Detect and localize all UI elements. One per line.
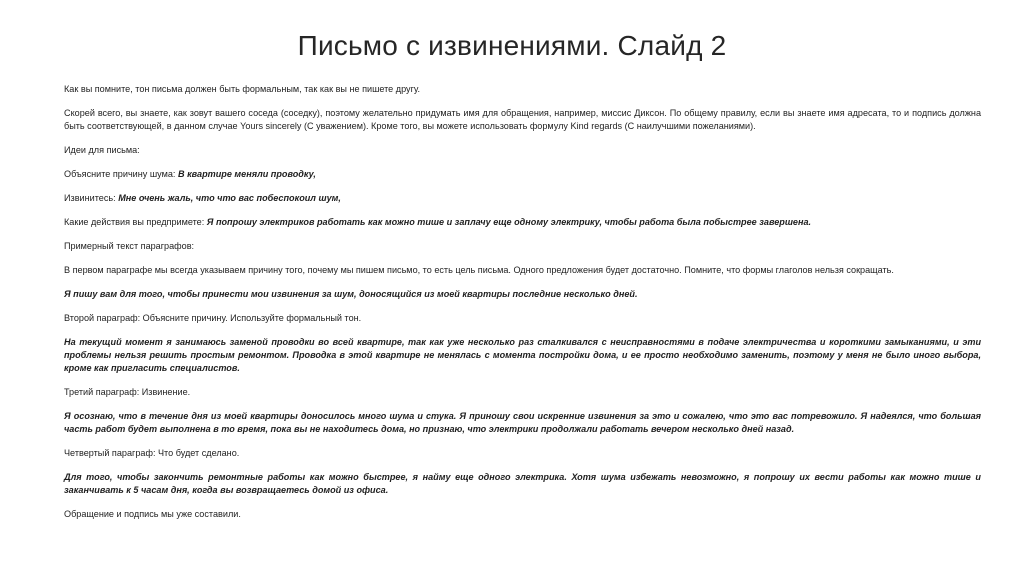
idea-actions-label: Какие действия вы предпримете: (64, 217, 207, 227)
idea-reason-label: Объясните причину шума: (64, 169, 178, 179)
paragraph-tone: Как вы помните, тон письма должен быть формальным, так как вы не пишете другу. (64, 84, 421, 94)
idea-actions-text: Я попрошу электриков работать как можно тише и заплачу еще одному электрику, чтобы работа была побыстрее завершена. (206, 217, 812, 227)
idea-apology-text: Мне очень жаль, что что вас побеспокоил шум, (118, 193, 341, 203)
idea-apology-label: Извинитесь: (64, 193, 119, 203)
paragraph-addressee: Скорей всего, вы знаете, как зовут вашего соседа (соседку), поэтому желательно придумать имя для обращения, например, миссис Диксон. По общему правилу, если вы знаете имя адресата, то и подпись должна быть соответствующей, в данном случае Yours sincerely (С уважением). Кроме того, вы можете использовать формулу Kind regards (С наилучшими пожеланиями). (64, 108, 981, 131)
paragraph-fourth-heading: Четвертый параграф: Что будет сделано. (64, 448, 240, 458)
slide-title: Письмо с извинениями. Слайд 2 (297, 30, 727, 61)
paragraph-closing: Обращение и подпись мы уже составили. (64, 509, 241, 519)
paragraph-sample-heading: Примерный текст параграфов: (64, 241, 195, 251)
paragraph-idea-apology (64, 192, 981, 205)
slide-body (64, 83, 981, 532)
paragraph-ideas-heading: Идеи для письма: (64, 145, 140, 155)
paragraph-third-example: Я осознаю, что в течение дня из моей квартиры доносилось много шума и стука. Я приношу свои искренние извинения за это и сожалею, что это вас потревожило. Я надеялся, что большая часть работ будет выполнена в то время, пока вы не находитесь дома, но признаю, что электрики продолжали работать вечером несколько дней назад. (64, 411, 981, 434)
paragraph-idea-reason (64, 168, 981, 181)
paragraph-third-heading: Третий параграф: Извинение. (64, 387, 191, 397)
paragraph-first-example: Я пишу вам для того, чтобы принести мои извинения за шум, доносящийся из моей квартиры последние несколько дней. (64, 289, 638, 299)
paragraph-second-heading: Второй параграф: Объясните причину. Используйте формальный тон. (64, 313, 362, 323)
paragraph-idea-actions (64, 216, 981, 229)
idea-reason-text: В квартире меняли проводку, (177, 169, 316, 179)
paragraph-fourth-example: Для того, чтобы закончить ремонтные работы как можно быстрее, я найму еще одного электрика. Хотя шума избежать невозможно, я попрошу их вести работы как можно тише и заканчивать к 5 часам дня, когда вы возвращаетесь домой из офиса. (64, 472, 981, 495)
paragraph-first-explanation: В первом параграфе мы всегда указываем причину того, почему мы пишем письмо, то есть цель письма. Одного предложения будет достаточно. Помните, что формы глаголов нельзя сокращать. (64, 265, 894, 275)
paragraph-second-example: На текущий момент я занимаюсь заменой проводки во всей квартире, так как уже несколько раз сталкивался с неисправностями в подаче электричества и короткими замыканиями, и эти проблемы нельзя решить простым ремонтом. Проводка в этой квартире не менялась с момента постройки дома, и ее просто необходимо заменить, поэтому у меня не было иного выбора, кроме как пригласить специалистов. (64, 337, 981, 373)
